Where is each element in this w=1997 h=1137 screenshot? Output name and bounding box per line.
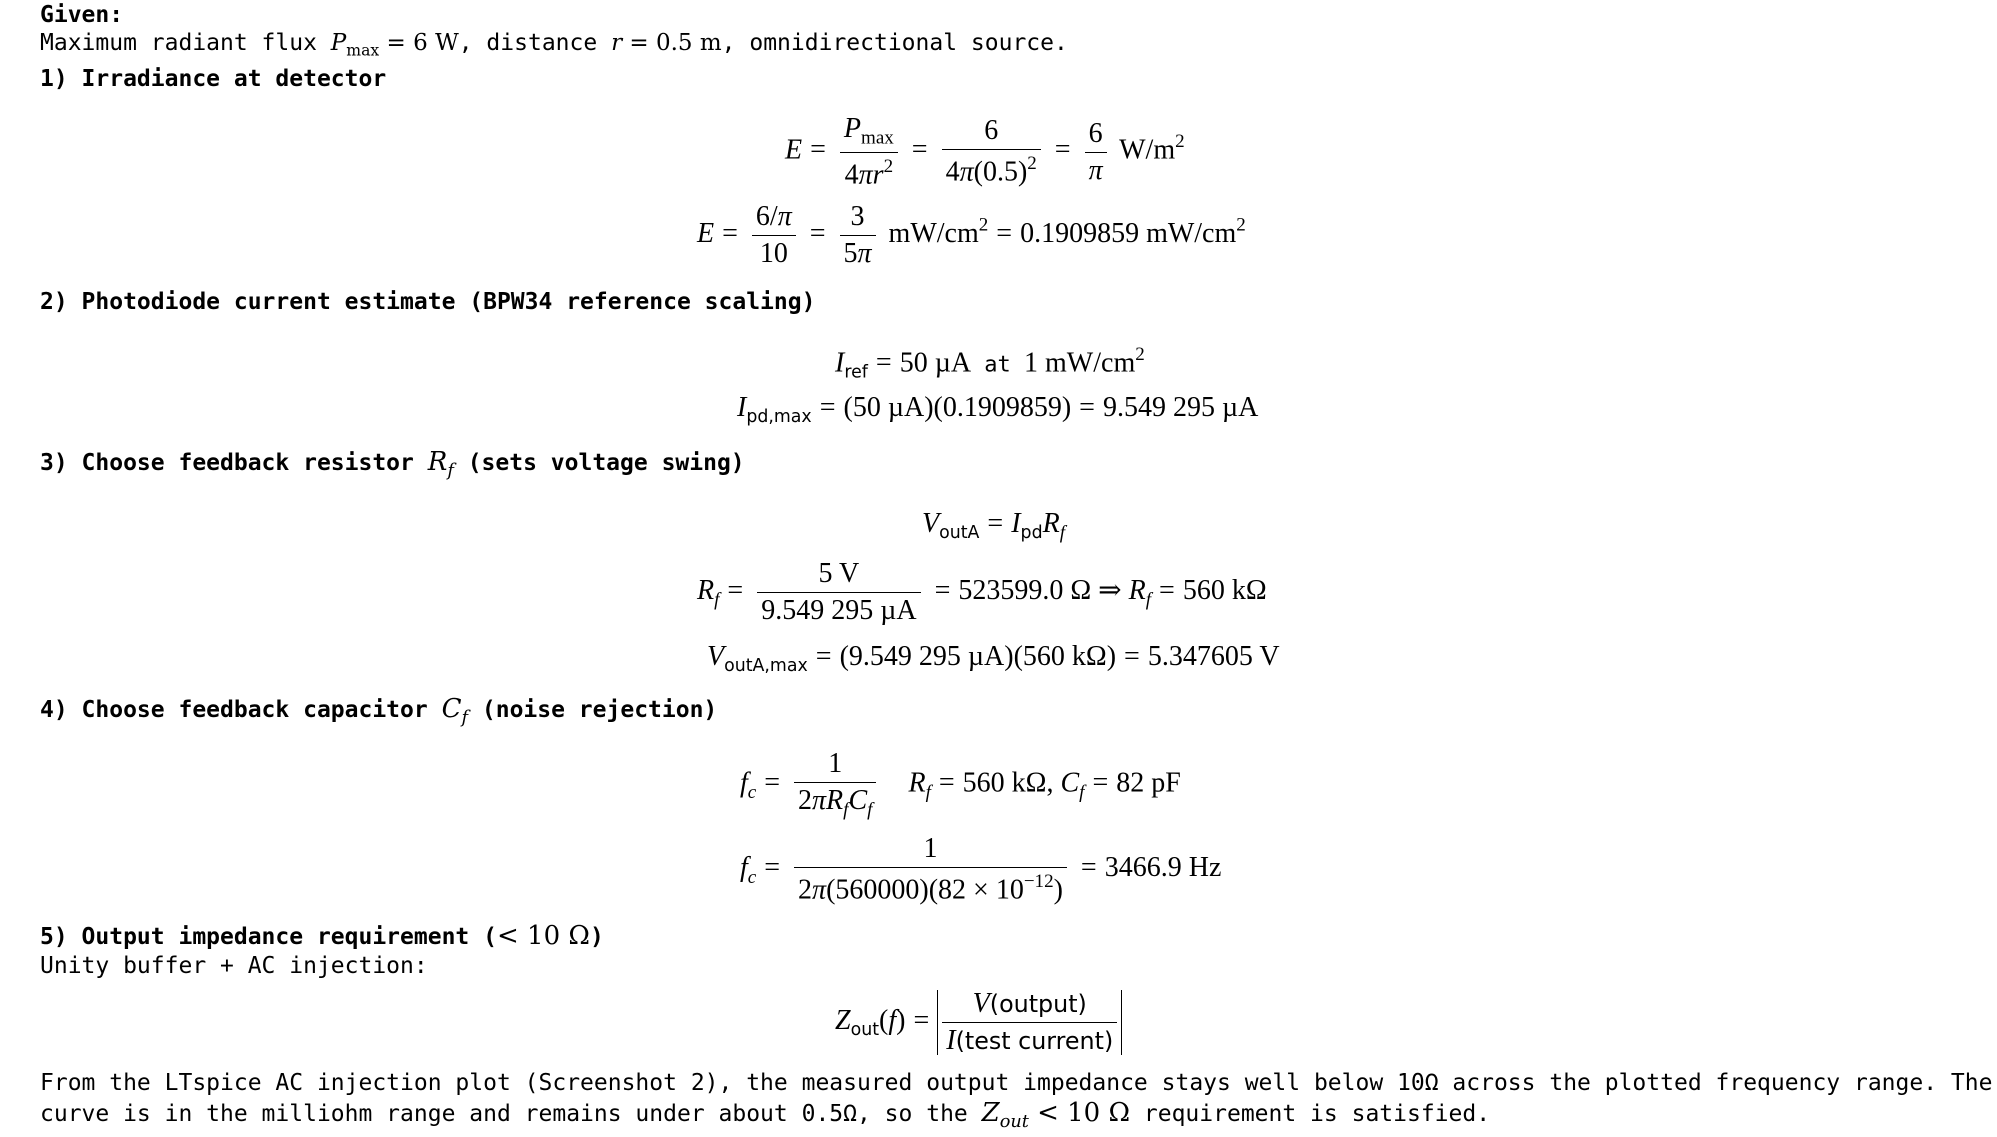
irradiance-equation-1: E = $\frac{P_{max}}{4\pi r^2}$ = $\frac{6}{4\pi(0.5)^2}$ = $\frac{6}{\pi}$ $W/m^2$ (785, 113, 1185, 191)
symbol-r: r (611, 30, 623, 56)
section1-heading: 1) Irradiance at detector (40, 66, 387, 92)
rf-equation: $R_f$ = $\frac{5 V}{\text{9.549 295 µA}}$ = 523599.0 Ω ⇒ $R_f = 560$ kΩ (697, 558, 1267, 626)
value-ipd: 9.549 295 µA (1102, 392, 1259, 423)
iref-equation: $I_{ref} = 50$ µA at 1 $mW/cm^2$ (835, 344, 1145, 383)
section5-subline: Unity buffer + AC injection: (40, 953, 428, 979)
zout-equation: $Z_{out}(f)$ = $\frac{\text{V(output)}}{\text{I(test current)}}$ (835, 990, 1122, 1055)
section5-heading-suffix: ) (589, 924, 604, 950)
eq-sign: = (379, 30, 414, 56)
given-text: Maximum radiant flux (40, 30, 331, 56)
given-heading: Given: (40, 2, 124, 28)
conclusion-line-2-suffix: requirement is satisfied. (1130, 1101, 1491, 1127)
section3-heading-suffix: (sets voltage swing) (453, 450, 745, 476)
value-zout-limit: 10 Ω (527, 921, 590, 951)
value-cf: 82 pF (1116, 767, 1181, 799)
value-iref: 50 µA (899, 347, 972, 379)
symbol-cf: $C_f$ (441, 694, 469, 729)
value-rf-calc: 523599.0 (958, 574, 1064, 606)
value-rf-2: 560 kΩ (962, 767, 1047, 799)
fc-equation-2: $f_c$ = $\frac{1}{2\pi(560000)(82 \times 10^{-12})}$ = 3466.9 Hz (740, 833, 1222, 906)
zout-limit-inline: < 10 Ω (496, 921, 590, 951)
sub-max: max (346, 40, 380, 60)
symbol-zout: $Z_{out}$ (981, 1098, 1029, 1133)
section5-heading (40, 921, 604, 952)
vout-equation: $V_{outA} = I_{pd}R_f$ (922, 508, 1065, 544)
value-r: 0.5 m (655, 30, 722, 56)
section4-heading-suffix: (noise rejection) (468, 697, 718, 723)
given-text-3: , omnidirectional source. (721, 30, 1068, 56)
conclusion-line-2 (40, 1098, 1490, 1137)
section4-heading (40, 694, 717, 733)
section4-heading-prefix: 4) Choose feedback capacitor (40, 697, 442, 723)
symbol-p: P (330, 30, 347, 56)
conclusion-line-2-prefix: curve is in the milliohm range and remains under about 0.5Ω, so the (40, 1101, 982, 1127)
at-label: at (971, 352, 1025, 378)
fc-equation-1: $f_c$ = $\frac{1}{2\pi R_fC_f}$ $R_f = 560$ kΩ, $C_f = 82$ pF (740, 748, 1181, 821)
eq-sign-2: = (622, 30, 656, 56)
symbol-rf: $R_f$ (427, 447, 454, 482)
section3-heading-prefix: 3) Choose feedback resistor (40, 450, 428, 476)
value-iref-irr: 1 mW/cm (1024, 347, 1136, 379)
value-vout-max: 5.347605 (1147, 641, 1253, 672)
value-fc: 3466.9 (1104, 852, 1182, 884)
section5-heading-prefix: 5) Output impedance requirement ( (40, 924, 497, 950)
section3-heading (40, 447, 745, 486)
value-pmax: 6 W (413, 30, 459, 56)
given-line (40, 28, 1068, 65)
section2-heading: 2) Photodiode current estimate (BPW34 reference scaling) (40, 289, 816, 315)
value-rf: 560 kΩ (1182, 574, 1267, 606)
irradiance-result: 0.1909859 (1020, 217, 1140, 249)
ipd-equation: $I_{pd,max} = (50$ µA)(0.1909859) = 9.549 295 µA (737, 392, 1259, 428)
value-zout-limit-2: 10 Ω (1067, 1098, 1131, 1128)
irradiance-equation-2: E = $\frac{6/\pi}{10}$ = $\frac{3}{5\pi}$ $mW/cm^2 = 0.1909859$ $mW/cm^2$ (697, 201, 1246, 269)
given-text-2: , distance (458, 30, 612, 56)
zout-condition: < 10 Ω (1028, 1098, 1131, 1128)
conclusion-line-1: From the LTspice AC injection plot (Screenshot 2), the measured output impedance stays well below 10Ω across the plotted frequency range. The (40, 1070, 1993, 1096)
vout-max-equation: $V_{outA,max} = (9.549$ 295 µA)(560 kΩ) = 5.347605 V (707, 641, 1280, 677)
